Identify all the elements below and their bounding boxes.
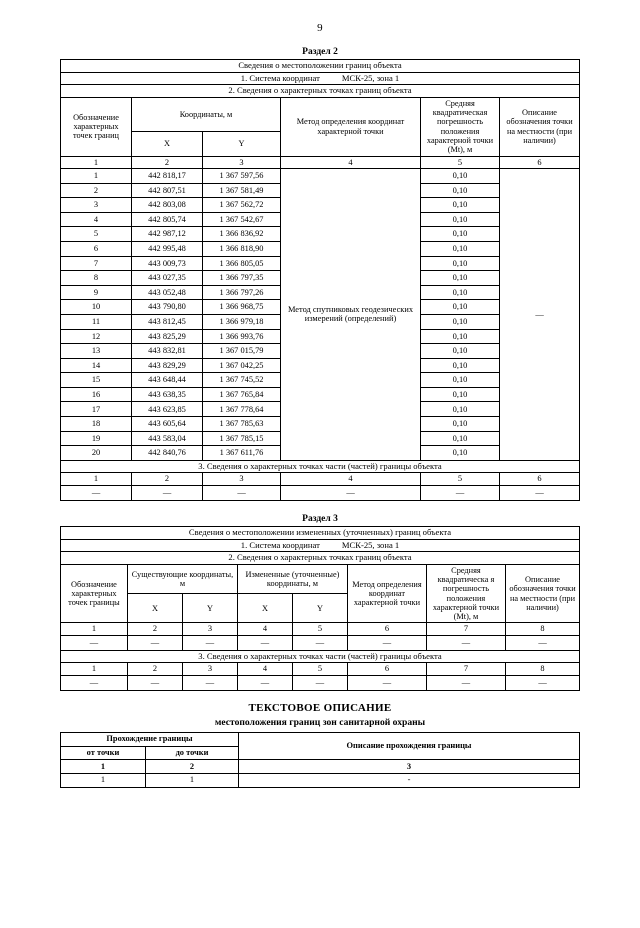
point-number: 7	[61, 256, 132, 271]
cell-value: —	[505, 635, 579, 650]
column-number: 5	[292, 663, 347, 675]
point-mt: 0,10	[421, 417, 500, 432]
point-mt: 0,10	[421, 198, 500, 213]
point-x: 443 583,04	[132, 431, 203, 446]
part-value: —	[426, 675, 505, 690]
column-number: 5	[292, 623, 347, 635]
part-value: —	[421, 485, 500, 500]
section2-title: Раздел 2	[302, 47, 338, 57]
table-row	[61, 773, 580, 787]
column-number: 6	[500, 473, 580, 485]
point-number: 13	[61, 344, 132, 359]
section2-coord-system-cell	[61, 72, 580, 85]
section3-subsection3-title: 3. Сведения о характерных точках части (частей) границы объекта	[60, 650, 579, 663]
point-mt: 0,10	[421, 373, 500, 388]
point-x: 443 790,80	[132, 300, 203, 315]
cell-value: —	[347, 635, 426, 650]
point-x: 443 812,45	[132, 314, 203, 329]
point-mt: 0,10	[421, 241, 500, 256]
point-mt: 0,10	[421, 256, 500, 271]
from-point-value: 1	[61, 773, 146, 787]
section3-subsection2-row	[60, 552, 579, 565]
point-y: 1 367 542,67	[203, 212, 281, 227]
point-number: 6	[61, 241, 132, 256]
point-y: 1 366 797,26	[203, 285, 281, 300]
point-x: 443 052,48	[132, 285, 203, 300]
point-y: 1 367 015,79	[203, 344, 281, 359]
header-existing-y: Y	[182, 594, 237, 623]
header-passage: Прохождение границы	[61, 732, 239, 746]
section3-table	[60, 526, 580, 691]
point-number: 2	[61, 183, 132, 198]
point-x: 443 027,35	[132, 271, 203, 286]
table-row	[61, 168, 580, 183]
table-row	[61, 485, 580, 500]
point-number: 12	[61, 329, 132, 344]
header-from-point: от точки	[61, 746, 146, 760]
to-point-value: 1	[146, 773, 239, 787]
header-changed-coordinates: Измененные (уточненные) координаты, м	[237, 564, 347, 594]
part-value: —	[61, 485, 132, 500]
part-value: —	[182, 675, 237, 690]
point-mt: 0,10	[421, 300, 500, 315]
column-number: 3	[239, 760, 580, 774]
point-mt: 0,10	[421, 212, 500, 227]
column-number: 4	[237, 663, 292, 675]
header-designation: Обозначение характерных точек границ	[61, 97, 132, 156]
cell-value: —	[182, 635, 237, 650]
cell-value: —	[426, 635, 505, 650]
header-changed-x: X	[237, 594, 292, 623]
point-x: 443 009,73	[132, 256, 203, 271]
document-page	[0, 22, 640, 928]
part-value: —	[203, 485, 281, 500]
point-y: 1 366 805,05	[203, 256, 281, 271]
passage-description-value: -	[239, 773, 580, 787]
text-description-table	[60, 732, 580, 788]
column-number: 8	[505, 623, 579, 635]
cell-value: —	[237, 635, 292, 650]
part-value: —	[281, 485, 421, 500]
point-x: 443 605,64	[132, 417, 203, 432]
column-number: 4	[281, 156, 421, 168]
part-value: —	[500, 485, 580, 500]
column-number: 2	[127, 623, 182, 635]
point-number: 4	[61, 212, 132, 227]
cell-value: —	[292, 635, 347, 650]
point-y: 1 367 562,72	[203, 198, 281, 213]
point-mt: 0,10	[421, 168, 500, 183]
point-y: 1 366 993,76	[203, 329, 281, 344]
column-number: 8	[505, 663, 579, 675]
header-to-point: до точки	[146, 746, 239, 760]
column-number: 6	[500, 156, 580, 168]
point-y: 1 366 979,18	[203, 314, 281, 329]
point-number: 5	[61, 227, 132, 242]
section2-subsection2-row	[61, 85, 580, 98]
point-mt: 0,10	[421, 344, 500, 359]
column-number: 3	[182, 663, 237, 675]
header-x: X	[132, 131, 203, 156]
point-mt: 0,10	[421, 314, 500, 329]
section3-header-row-1	[60, 564, 579, 594]
part-value: —	[347, 675, 426, 690]
header-method: Метод определения координат характерной точки	[347, 564, 426, 623]
column-number: 1	[60, 623, 127, 635]
point-number: 14	[61, 358, 132, 373]
table-row	[60, 635, 579, 650]
header-changed-y: Y	[292, 594, 347, 623]
point-mt: 0,10	[421, 183, 500, 198]
point-y: 1 366 797,35	[203, 271, 281, 286]
point-x: 443 829,29	[132, 358, 203, 373]
point-y: 1 367 785,15	[203, 431, 281, 446]
column-number: 1	[61, 156, 132, 168]
section3-band-title: Сведения о местоположении измененных (уточненных) границ объекта	[60, 526, 579, 539]
point-number: 10	[61, 300, 132, 315]
method-value: Метод спутниковых геодезических измерений (определений)	[281, 168, 421, 460]
header-description: Описание обозначения точки на местности (при наличии)	[505, 564, 579, 623]
passage-column-numbers-row	[61, 760, 580, 774]
section2-column-numbers-row	[61, 156, 580, 168]
section2-subsection2-title: 2. Сведения о характерных точках границ объекта	[61, 85, 580, 98]
passage-header-row	[61, 732, 580, 746]
point-x: 443 623,85	[132, 402, 203, 417]
column-number: 3	[203, 156, 281, 168]
column-number: 2	[132, 473, 203, 485]
cell-value: —	[60, 635, 127, 650]
section3-title: Раздел 3	[302, 513, 338, 524]
section2-subsection3-title: 3. Сведения о характерных точках части (частей) границы объекта	[61, 460, 580, 473]
point-description: —	[500, 168, 580, 460]
section2-part-column-numbers-row	[61, 473, 580, 485]
point-y: 1 367 597,56	[203, 168, 281, 183]
coord-system-value: МСК-25, зона 1	[341, 72, 400, 83]
column-number: 7	[426, 623, 505, 635]
coord-system-label: 1. Система координат	[240, 72, 320, 83]
column-number: 3	[182, 623, 237, 635]
point-mt: 0,10	[421, 329, 500, 344]
part-value: —	[127, 675, 182, 690]
point-number: 8	[61, 271, 132, 286]
point-y: 1 367 581,49	[203, 183, 281, 198]
header-existing-coordinates: Существующие координаты, м	[127, 564, 237, 594]
header-coordinates: Координаты, м	[132, 97, 281, 131]
column-number: 4	[237, 623, 292, 635]
point-y: 1 367 785,63	[203, 417, 281, 432]
point-y: 1 367 765,84	[203, 387, 281, 402]
point-mt: 0,10	[421, 431, 500, 446]
column-number: 4	[281, 473, 421, 485]
column-number: 6	[347, 663, 426, 675]
header-passage-description: Описание прохождения границы	[239, 732, 580, 759]
part-value: —	[292, 675, 347, 690]
point-number: 15	[61, 373, 132, 388]
point-mt: 0,10	[421, 446, 500, 461]
part-value: —	[60, 675, 127, 690]
section3-subsection2-title: 2. Сведения о характерных точках границ объекта	[60, 552, 579, 565]
point-x: 442 807,51	[132, 183, 203, 198]
point-x: 443 648,44	[132, 373, 203, 388]
point-x: 442 805,74	[132, 212, 203, 227]
point-mt: 0,10	[421, 402, 500, 417]
point-number: 1	[61, 168, 132, 183]
section2-subsection3-row	[61, 460, 580, 473]
point-mt: 0,10	[421, 285, 500, 300]
point-mt: 0,10	[421, 387, 500, 402]
column-number: 5	[421, 473, 500, 485]
point-x: 442 803,08	[132, 198, 203, 213]
section2-coord-system-row	[61, 72, 580, 85]
section3-band-row	[60, 526, 579, 539]
point-x: 442 995,48	[132, 241, 203, 256]
point-number: 19	[61, 431, 132, 446]
part-value: —	[132, 485, 203, 500]
column-number: 1	[61, 760, 146, 774]
column-number: 5	[421, 156, 500, 168]
point-mt: 0,10	[421, 227, 500, 242]
part-value: —	[237, 675, 292, 690]
point-x: 443 638,35	[132, 387, 203, 402]
column-number: 7	[426, 663, 505, 675]
point-y: 1 367 042,25	[203, 358, 281, 373]
point-number: 11	[61, 314, 132, 329]
page-number: 9	[317, 22, 323, 34]
text-description-title: ТЕКСТОВОЕ ОПИСАНИЕ	[248, 701, 392, 714]
section2-table	[60, 59, 580, 501]
table-row	[60, 675, 579, 690]
point-x: 442 987,12	[132, 227, 203, 242]
point-y: 1 367 778,64	[203, 402, 281, 417]
part-value: —	[505, 675, 579, 690]
column-number: 2	[146, 760, 239, 774]
cell-value: —	[127, 635, 182, 650]
header-method: Метод определения координат характерной точки	[281, 97, 421, 156]
point-x: 442 818,17	[132, 168, 203, 183]
header-description: Описание обозначения точки на местности (при наличии)	[500, 97, 580, 156]
point-y: 1 366 836,92	[203, 227, 281, 242]
point-x: 442 840,76	[132, 446, 203, 461]
column-number: 1	[61, 473, 132, 485]
point-x: 443 825,29	[132, 329, 203, 344]
column-number: 6	[347, 623, 426, 635]
column-number: 2	[127, 663, 182, 675]
header-mt: Средняя квадратическая погрешность положения характерной точки (Мt), м	[421, 97, 500, 156]
section2-band-title: Сведения о местоположении границ объекта	[61, 60, 580, 73]
point-number: 16	[61, 387, 132, 402]
point-number: 9	[61, 285, 132, 300]
point-number: 18	[61, 417, 132, 432]
point-y: 1 366 968,75	[203, 300, 281, 315]
section3-coord-system-cell	[60, 539, 579, 552]
column-number: 3	[203, 473, 281, 485]
section3-coord-system-row	[60, 539, 579, 552]
point-mt: 0,10	[421, 271, 500, 286]
coord-system-label: 1. Система координат	[240, 539, 320, 550]
point-y: 1 366 818,90	[203, 241, 281, 256]
point-number: 20	[61, 446, 132, 461]
header-designation: Обозначение характерных точек границы	[60, 564, 127, 623]
section3-column-numbers-row	[60, 623, 579, 635]
point-number: 17	[61, 402, 132, 417]
point-mt: 0,10	[421, 358, 500, 373]
point-y: 1 367 611,76	[203, 446, 281, 461]
section3-part-column-numbers-row	[60, 663, 579, 675]
header-y: Y	[203, 131, 281, 156]
section2-header-row-1	[61, 97, 580, 131]
header-mt: Средняя квадратическа я погрешность положения характерной точки (Мt), м	[426, 564, 505, 623]
column-number: 2	[132, 156, 203, 168]
section2-band-row	[61, 60, 580, 73]
point-y: 1 367 745,52	[203, 373, 281, 388]
point-number: 3	[61, 198, 132, 213]
section3-subsection3-row	[60, 650, 579, 663]
text-description-subtitle: местоположения границ зон санитарной охраны	[214, 716, 426, 728]
header-existing-x: X	[127, 594, 182, 623]
column-number: 1	[60, 663, 127, 675]
point-x: 443 832,81	[132, 344, 203, 359]
coord-system-value: МСК-25, зона 1	[341, 539, 400, 550]
